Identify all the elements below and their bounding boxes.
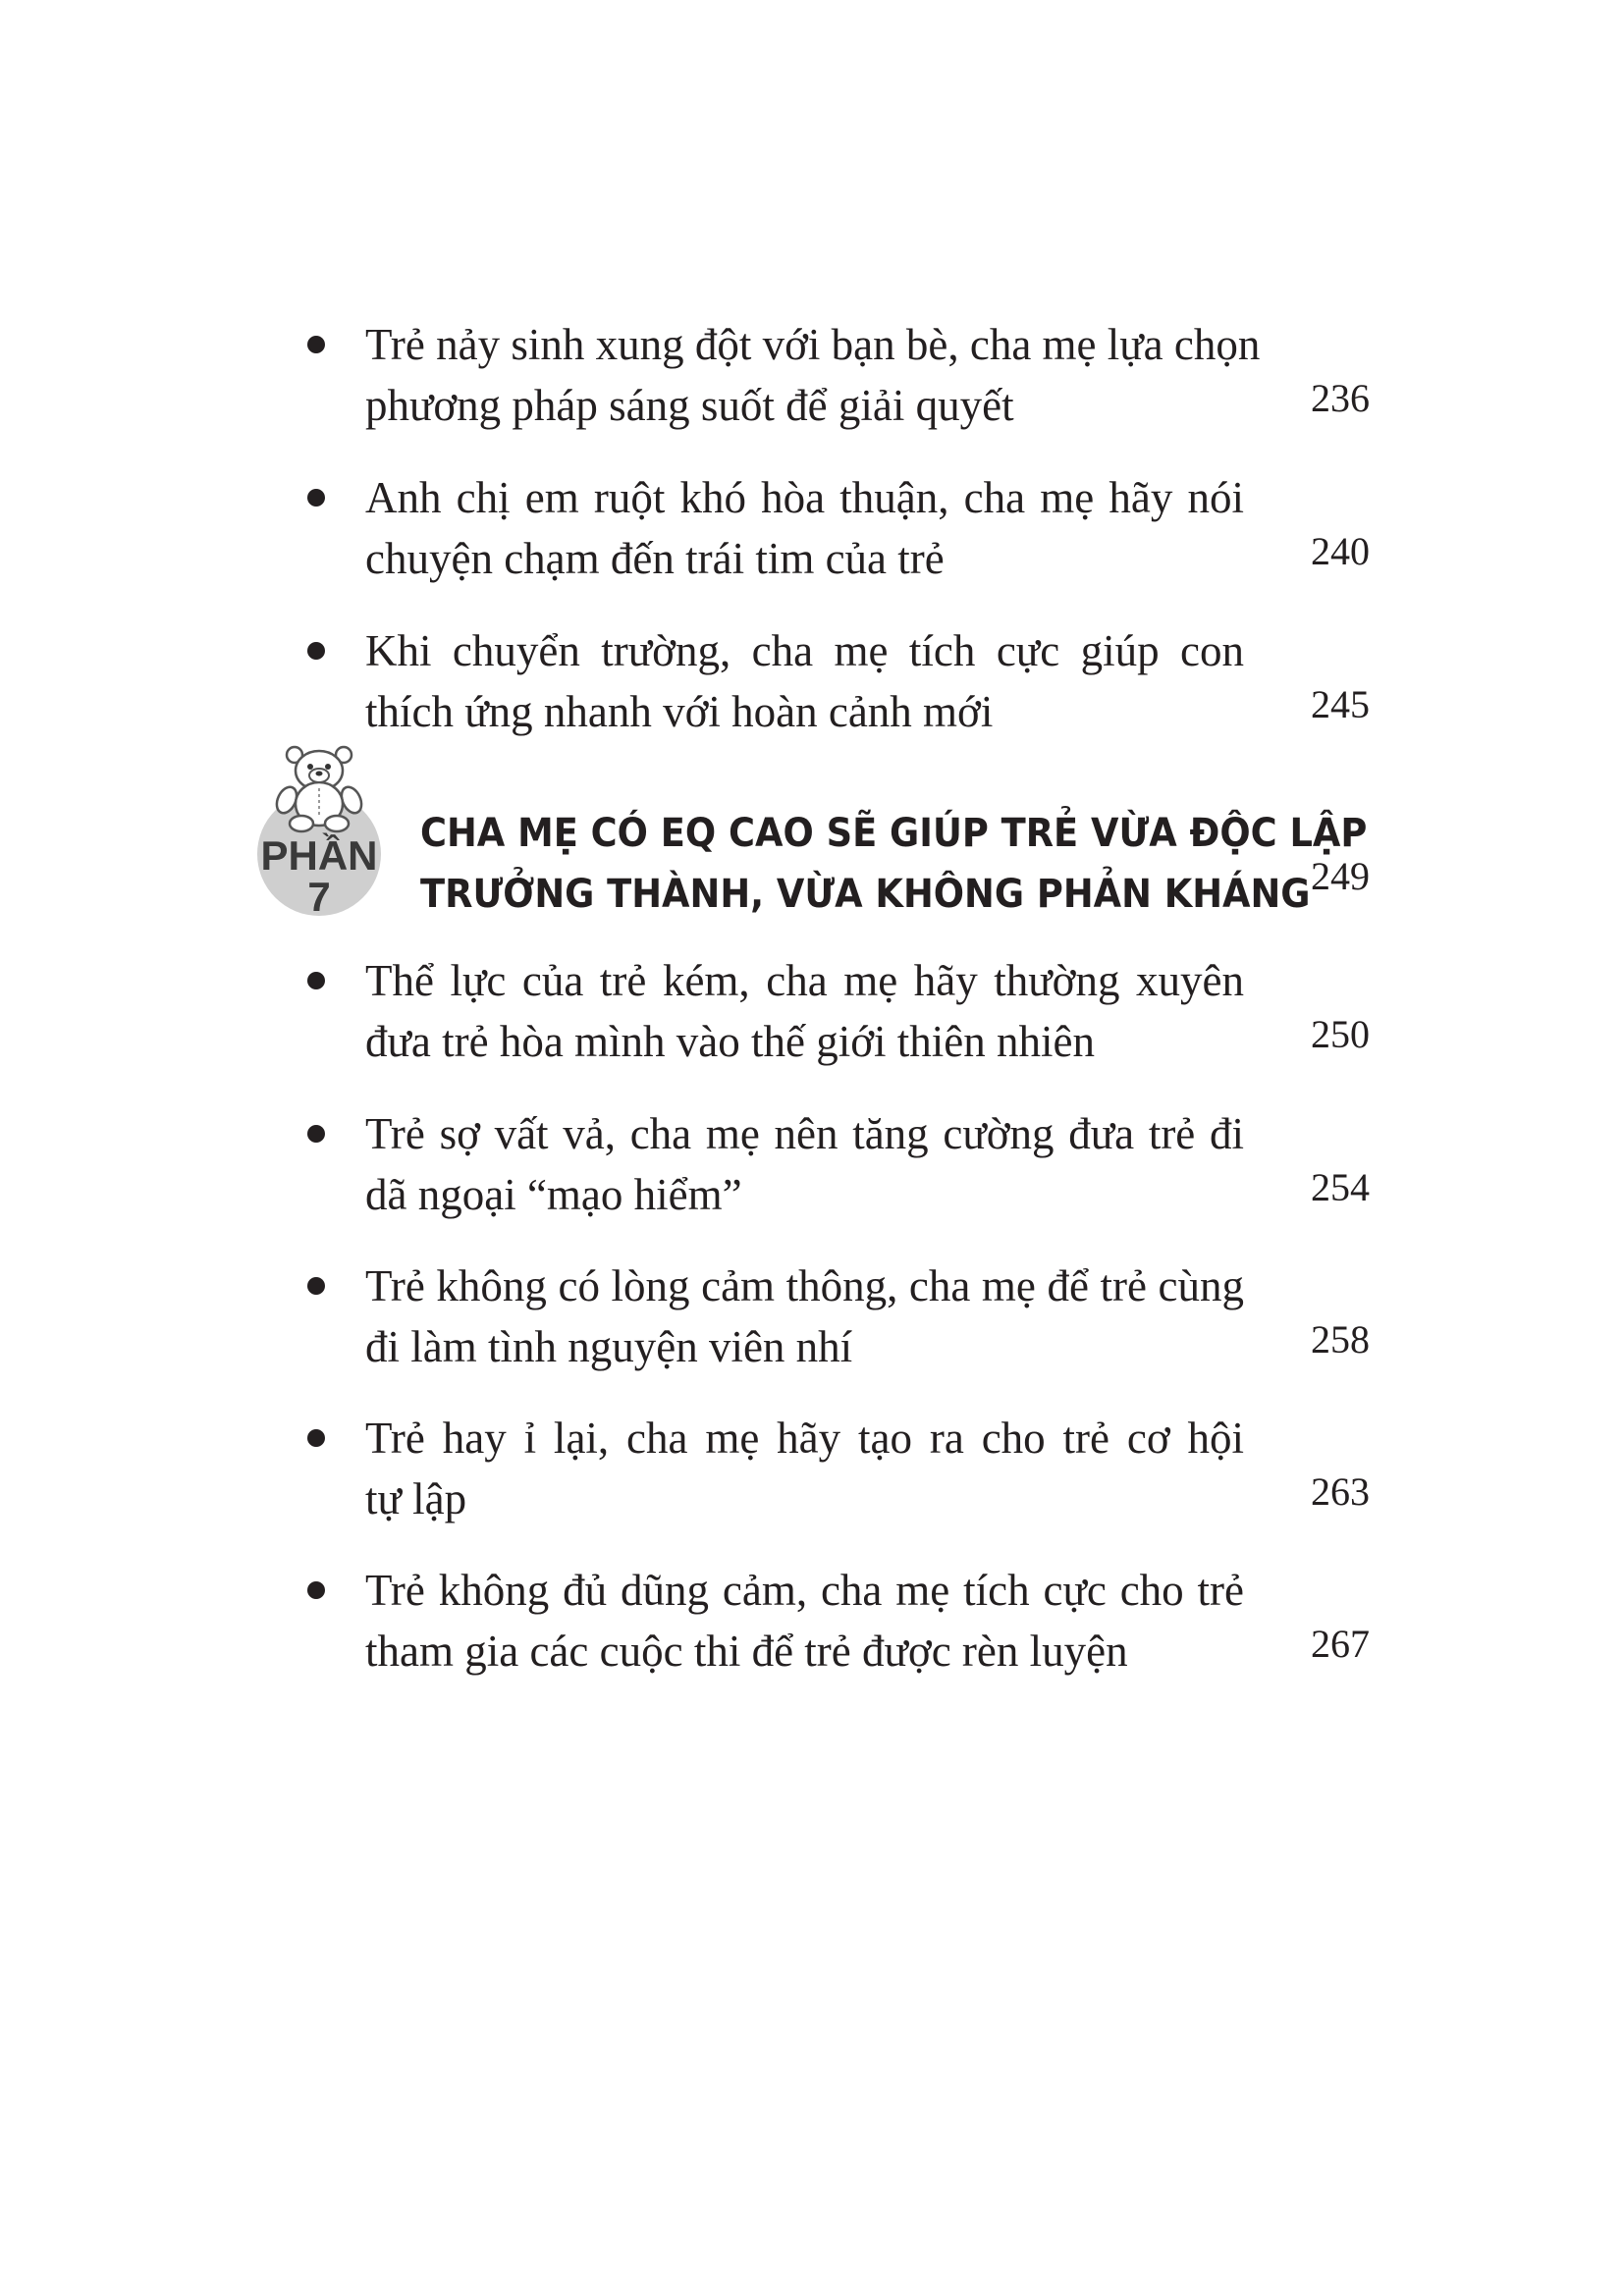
section-page-number: 249 <box>1311 854 1370 898</box>
bullet-icon <box>307 336 325 353</box>
bullet-icon <box>307 1429 325 1447</box>
entry-title-line: Trẻ nảy sinh xung đột với bạn bè, cha mẹ lựa chọn <box>365 320 1261 369</box>
bullet-icon <box>307 642 325 660</box>
bullet-icon <box>307 489 325 507</box>
entry-title-line: đưa trẻ hòa mình vào thế giới thiên nhiên <box>365 1017 1096 1066</box>
entry-title-line: Anh chị em ruột khó hòa thuận, cha mẹ hãy nói <box>365 473 1244 522</box>
page-number: 240 <box>1311 529 1370 573</box>
entry-title-line: Trẻ không đủ dũng cảm, cha mẹ tích cực cho trẻ <box>365 1566 1244 1615</box>
entry-title-line: chuyện chạm đến trái tim của trẻ <box>365 534 945 583</box>
section-number: 7 <box>307 874 331 920</box>
bullet-icon <box>307 1277 325 1295</box>
entry-title-line: đi làm tình nguyện viên nhí <box>365 1322 853 1371</box>
entry-title-line: Thể lực của trẻ kém, cha mẹ hãy thường xuyên <box>365 956 1244 1005</box>
page-number: 267 <box>1311 1622 1370 1666</box>
entry-title-line: Trẻ không có lòng cảm thông, cha mẹ để trẻ cùng <box>365 1261 1244 1310</box>
page-number: 254 <box>1311 1165 1370 1209</box>
entry-title-line: Trẻ hay ỉ lại, cha mẹ hãy tạo ra cho trẻ cơ hội <box>365 1414 1244 1463</box>
entry-title-line: Trẻ sợ vất vả, cha mẹ nên tăng cường đưa trẻ đi <box>365 1109 1244 1158</box>
entry-title-line: tự lập <box>365 1474 467 1523</box>
section-badge <box>253 738 386 930</box>
page-number: 263 <box>1311 1469 1370 1514</box>
entry-title-line: phương pháp sáng suốt để giải quyết <box>365 381 1014 430</box>
page-number: 258 <box>1311 1317 1370 1362</box>
entry-title-line: dã ngoại “mạo hiểm” <box>365 1170 742 1219</box>
bullet-icon <box>307 1581 325 1599</box>
entry-title-line: Khi chuyển trường, cha mẹ tích cực giúp con <box>365 626 1244 675</box>
teddy-bear-icon <box>275 743 363 833</box>
section-label: PHẦN <box>260 832 378 879</box>
section-title-line: TRƯỞNG THÀNH, VỪA KHÔNG PHẢN KHÁNG <box>420 872 1311 917</box>
page-number: 245 <box>1311 682 1370 726</box>
bullet-icon <box>307 1125 325 1143</box>
entry-title-line: tham gia các cuộc thi để trẻ được rèn luyện <box>365 1627 1128 1676</box>
page-number: 236 <box>1311 376 1370 420</box>
entry-title-line: thích ứng nhanh với hoàn cảnh mới <box>365 687 994 736</box>
bullet-icon <box>307 972 325 989</box>
section-title-line: CHA MẸ CÓ EQ CAO SẼ GIÚP TRẺ VỪA ĐỘC LẬP <box>420 811 1368 856</box>
page-number: 250 <box>1311 1012 1370 1056</box>
